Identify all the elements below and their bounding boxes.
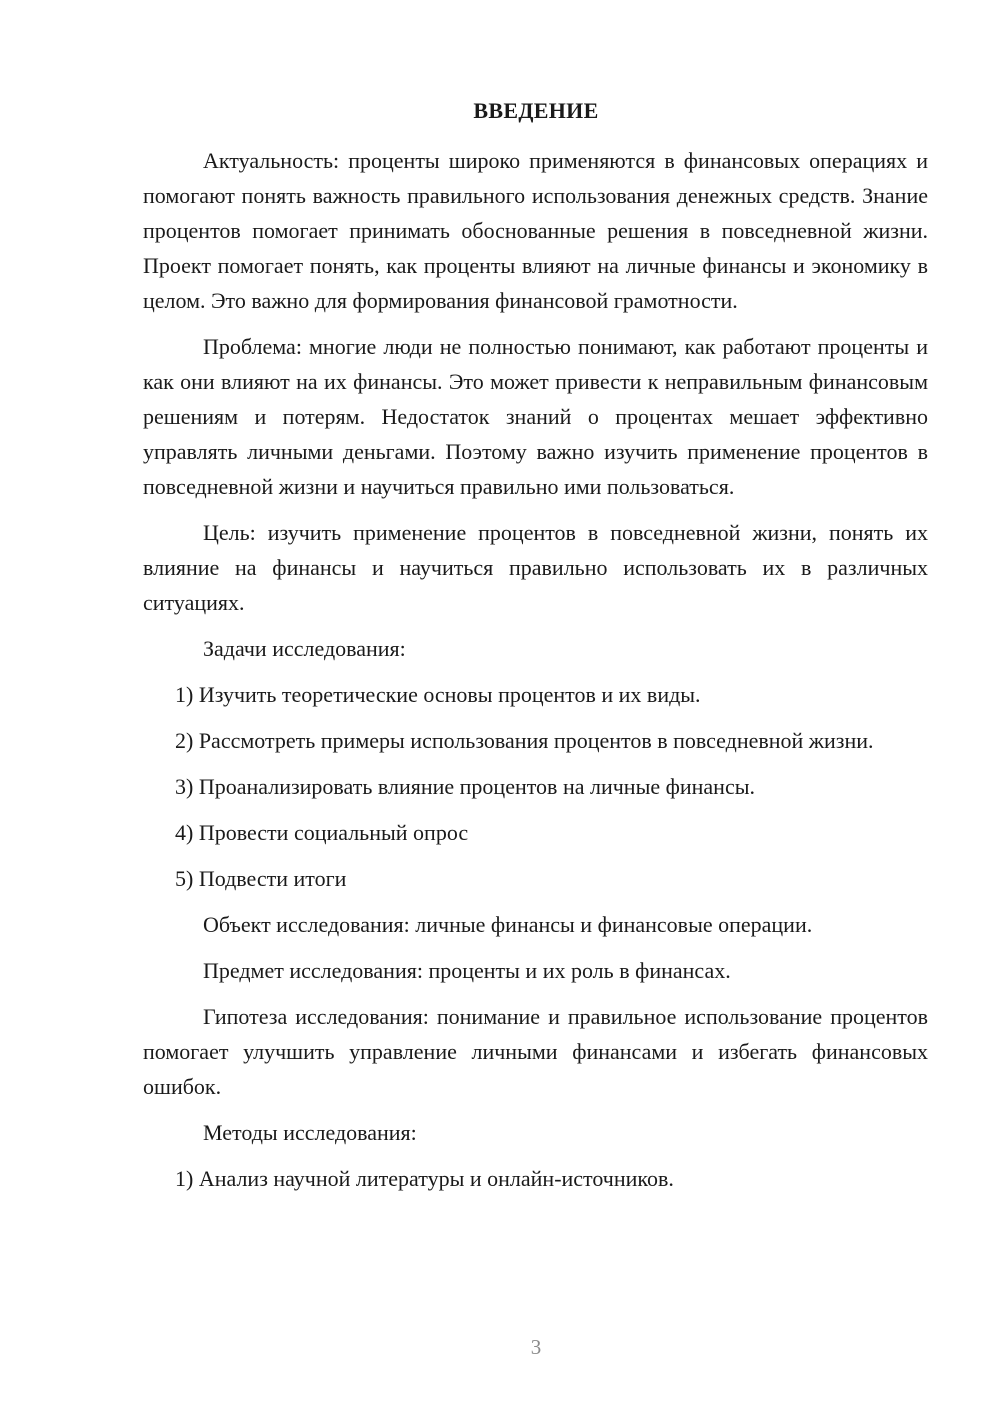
task-item: 3) Проанализировать влияние процентов на личные финансы. [175,774,756,799]
relevance-paragraph: Актуальность: проценты широко применяются в финансовых операциях и помогают понять важность правильного использования денежных средств. Знание процентов помогает принимать обоснованные решения в повседневной жизни. Проект помогает понять, как проценты влияют на личные финансы и экономику в целом. Это важно для формирования финансовой грамотности. [143,148,928,313]
tasks-heading: Задачи исследования: [203,636,406,661]
method-item: 1) Анализ научной литературы и онлайн-источников. [175,1166,674,1191]
page-number: 3 [530,1335,542,1359]
hypothesis-paragraph: Гипотеза исследования: понимание и правильное использование процентов помогает улучшить управление личными финансами и избегать финансовых ошибок. [143,1004,928,1099]
task-item: 4) Провести социальный опрос [175,820,469,845]
task-item: 2) Рассмотреть примеры использования процентов в повседневной жизни. [175,728,874,753]
task-item: 1) Изучить теоретические основы процентов и их виды. [175,682,701,707]
subject-paragraph: Предмет исследования: проценты и их роль в финансах. [203,958,731,983]
object-paragraph: Объект исследования: личные финансы и финансовые операции. [203,912,813,937]
body-text [143,143,928,1196]
task-item: 5) Подвести итоги [175,866,347,891]
methods-heading: Методы исследования: [203,1120,417,1145]
goal-paragraph: Цель: изучить применение процентов в повседневной жизни, понять их влияние на финансы и научиться правильно использовать их в различных ситуациях. [143,520,928,615]
section-title: ВВЕДЕНИЕ [473,98,599,123]
problem-paragraph: Проблема: многие люди не полностью понимают, как работают проценты и как они влияют на их финансы. Это может привести к неправильным финансовым решениям и потерям. Недостаток знаний о процентах мешает эффективно управлять личными деньгами. Поэтому важно изучить применение процентов в повседневной жизни и научиться правильно ими пользоваться. [143,334,928,499]
